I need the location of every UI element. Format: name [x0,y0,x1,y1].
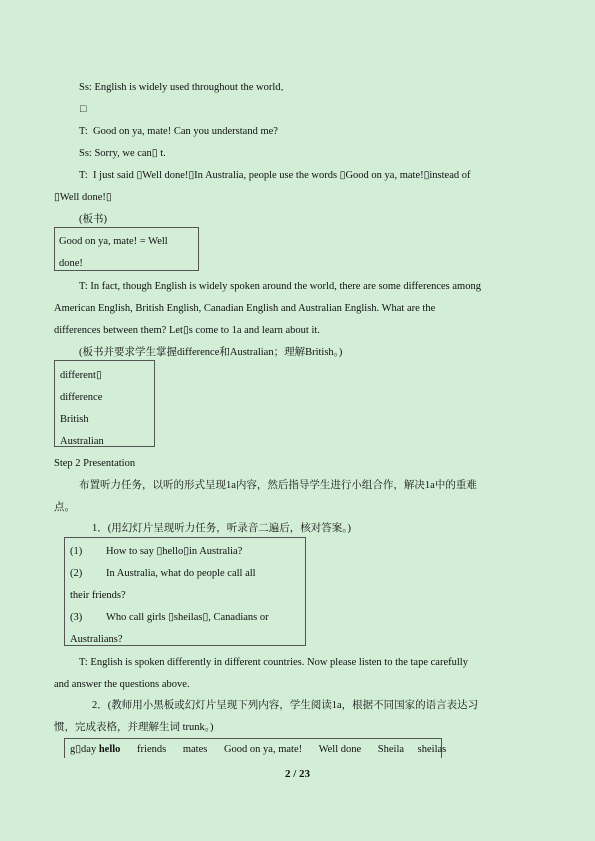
question-text: Who call girls ▯sheilas▯, Canadians or [106,612,269,623]
text-line: American English, British English, Canadian English and Australian English. What are the [54,303,436,314]
table-cell: g▯day [70,744,97,755]
blackboard-box-2 [54,360,155,447]
table-cell: Sheila [377,744,405,755]
question-number: (1) [70,546,83,557]
text-line: 布置听力任务，以听的形式呈现1a内容，然后指导学生进行小组合作，解决1a中的重难 [79,480,477,491]
text-line: Ss: English is widely used throughout the world． [79,82,292,93]
table-cell: Well done [318,744,362,755]
question-number: (2) [70,568,83,579]
box-text: different▯ [60,370,102,381]
placeholder-glyph: □ [80,104,87,115]
text-line: 点。 [54,502,75,513]
text-line: T: Good on ya, mate! Can you understand me? [79,126,278,137]
box-text: British [60,414,89,425]
question-box [64,537,306,646]
table-cell: hello [98,744,121,755]
table-cell: Good on ya, mate! [223,744,303,755]
question-text: Australians? [70,634,123,645]
box-text: Australian [60,436,104,447]
table-cell: mates [182,744,208,755]
text-line: 惯，完成表格，并理解生词 trunk。) [54,722,214,733]
box-text: Good on ya, mate! = Well [59,236,168,247]
text-line: T: English is spoken differently in different countries. Now please listen to the tape carefully [79,657,468,668]
page-number: 2 / 23 [284,768,311,780]
text-line: (板书) [79,214,107,225]
box-text: done! [59,258,83,269]
question-text: their friends? [70,590,126,601]
table-cell: friends [137,744,167,755]
text-line: T: In fact, though English is widely spoken around the world, there are some differences among [79,281,481,292]
blackboard-box-1 [54,227,199,271]
question-number: (3) [70,612,83,623]
table-row [70,743,446,756]
text-line: 2．(教师用小黑板或幻灯片呈现下列内容，学生阅读1a，根据不同国家的语言表达习 [92,700,479,711]
section-heading: Step 2 Presentation [54,458,136,469]
table-cell: sheilas [417,744,447,755]
text-line: Ss: Sorry, we can▯ t. [79,148,166,159]
text-line: differences between them? Let▯s come to 1a and learn about it. [54,325,320,336]
text-line: ▯Well done!▯ [54,192,112,203]
question-text: How to say ▯hello▯in Australia? [106,546,243,557]
vocab-table-row [64,738,447,758]
text-line: T: I just said ▯Well done!▯In Australia, people use the words ▯Good on ya, mate!▯instead of [79,170,471,181]
text-line: 1．(用幻灯片呈现听力任务，听录音二遍后，核对答案。) [92,523,351,534]
text-line: and answer the questions above. [54,679,190,690]
question-text: In Australia, what do people call all [106,568,256,579]
text-line: (板书并要求学生掌握difference和Australian；理解British。) [79,347,343,358]
box-text: difference [60,392,103,403]
